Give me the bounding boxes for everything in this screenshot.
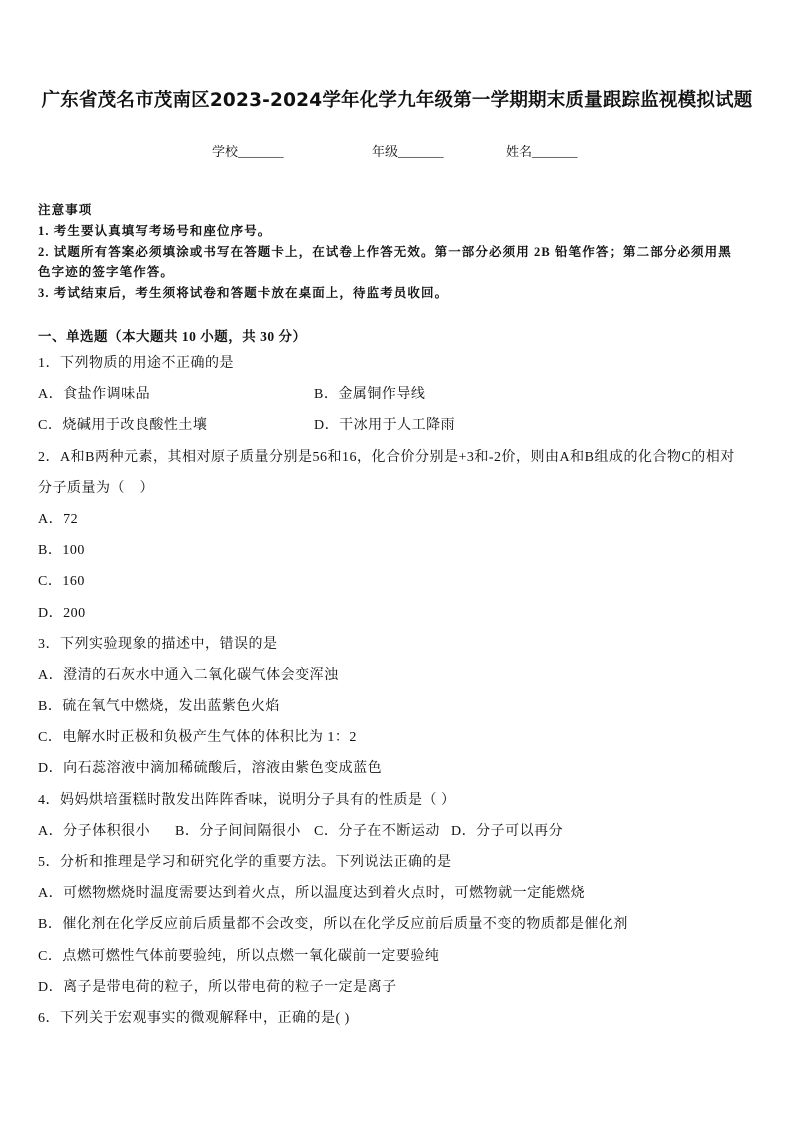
option-a: A．72 — [38, 511, 79, 527]
notes-line: 3. 考试结束后，考生须将试卷和答题卡放在桌面上，待监考员收回。 — [38, 286, 449, 301]
option-b: B．金属铜作导线 — [314, 387, 426, 403]
notes-line: 2. 试题所有答案必须填涂或书写在答题卡上，在试卷上作答无效。第一部分必须用 2B 铅笔作答；第二部分必须用黑 — [38, 244, 732, 259]
questions-section — [38, 326, 758, 1034]
question-stem: 6．下列关于宏观事实的微观解释中，正确的是( ) — [38, 1010, 350, 1026]
grade-field: 年级_______ — [372, 144, 444, 159]
option-row — [38, 410, 758, 441]
question-stem-continued: 分子质量为（ ） — [38, 480, 154, 496]
option-a: A．分子体积很小 — [38, 823, 151, 839]
option-c: C．分子在不断运动 — [314, 823, 440, 839]
option-a: A．澄清的石灰水中通入二氧化碳气体会变浑浊 — [38, 667, 339, 683]
name-field: 姓名_______ — [506, 144, 578, 159]
notes-line: 1. 考生要认真填写考场号和座位序号。 — [38, 223, 272, 238]
option-d: D．离子是带电荷的粒子，所以带电荷的粒子一定是离子 — [38, 979, 397, 995]
option-a: A．可燃物燃烧时温度需要达到着火点，所以温度达到着火点时，可燃物就一定能燃烧 — [38, 886, 586, 902]
notes-section — [38, 200, 758, 304]
question-stem: 2．A和B两种元素，其相对原子质量分别是56和16，化合价分别是+3和-2价，则由A和B组成的化合物C的相对 — [38, 449, 735, 465]
question-stem: 4．妈妈烘培蛋糕时散发出阵阵香味，说明分子具有的性质是（ ） — [38, 792, 456, 808]
option-c: C．烧碱用于改良酸性土壤 — [38, 418, 208, 434]
option-d: D．分子可以再分 — [451, 823, 564, 839]
notes-line: 色字迹的签字笔作答。 — [38, 265, 175, 280]
option-c: C．160 — [38, 574, 85, 590]
section-heading: 一、单选题（本大题共 10 小题，共 30 分） — [38, 329, 307, 344]
school-field: 学校_______ — [212, 144, 284, 159]
question-stem: 3．下列实验现象的描述中，错误的是 — [38, 636, 278, 652]
option-b: B．100 — [38, 543, 85, 559]
question-stem: 5．分析和推理是学习和研究化学的重要方法。下列说法正确的是 — [38, 855, 452, 870]
option-row — [38, 816, 758, 847]
option-c: C．点燃可燃性气体前要验纯，所以点燃一氧化碳前一定要验纯 — [38, 948, 440, 964]
option-d: D．干冰用于人工降雨 — [314, 418, 456, 434]
option-a: A．食盐作调味品 — [38, 387, 151, 403]
option-row — [38, 379, 758, 410]
question-stem: 1．下列物质的用途不正确的是 — [38, 356, 234, 371]
option-b: B．分子间间隔很小 — [175, 823, 301, 839]
option-b: B．催化剂在化学反应前后质量都不会改变，所以在化学反应前后质量不变的物质都是催化剂 — [38, 917, 628, 933]
option-c: C．电解水时正极和负极产生气体的体积比为 1：2 — [38, 730, 357, 746]
option-d: D．向石蕊溶液中滴加稀硫酸后，溶液由紫色变成蓝色 — [38, 761, 383, 777]
notes-heading: 注意事项 — [38, 203, 93, 217]
option-d: D．200 — [38, 605, 86, 621]
option-b: B．硫在氧气中燃烧，发出蓝紫色火焰 — [38, 699, 280, 715]
page-title: 广东省茂名市茂南区2023-2024学年化学九年级第一学期期末质量跟踪监视模拟试题 — [41, 90, 753, 111]
